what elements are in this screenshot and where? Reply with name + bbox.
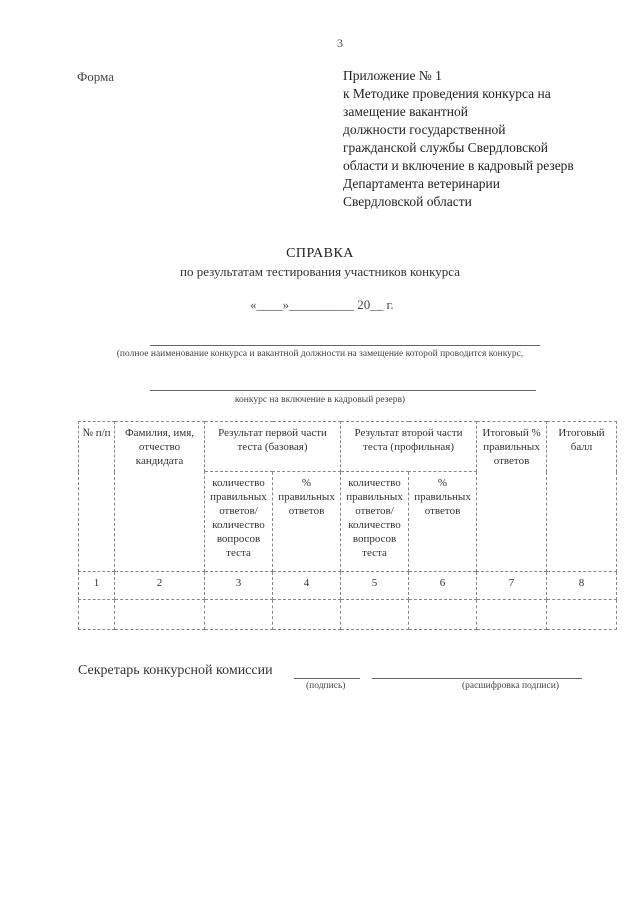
empty-cell [205, 600, 273, 630]
signature-line [294, 678, 360, 679]
header-num: № п/п [79, 422, 115, 572]
subheader-count-second: количество правильных ответов/ количество вопросов теста [341, 472, 409, 572]
appendix-line: замещение вакантной [343, 104, 468, 119]
appendix-line: Департамента ветеринарии [343, 176, 500, 191]
column-number: 7 [477, 572, 547, 600]
subheader-count-first: количество правильных ответов/ количество вопросов теста [205, 472, 273, 572]
appendix-line: области и включение в кадровый резерв [343, 158, 574, 173]
header-total-score: Итоговый балл [547, 422, 617, 572]
empty-cell [273, 600, 341, 630]
page-number: 3 [337, 36, 343, 50]
column-number: 3 [205, 572, 273, 600]
reserve-line [150, 390, 536, 391]
header-second-part: Результат второй части теста (профильная) [341, 422, 477, 472]
column-number: 6 [409, 572, 477, 600]
column-number: 5 [341, 572, 409, 600]
appendix-line: Свердловской области [343, 194, 472, 209]
empty-cell [409, 600, 477, 630]
document-title: СПРАВКА [286, 246, 354, 261]
secretary-label: Секретарь конкурсной комиссии [78, 663, 273, 678]
subheader-percent-first: % правильных ответов [273, 472, 341, 572]
subheader-percent-second: % правильных ответов [409, 472, 477, 572]
signature-caption: (подпись) [306, 681, 346, 691]
contest-name-line [150, 345, 540, 346]
header-name: Фамилия, имя, отчество кандидата [115, 422, 205, 572]
column-number: 8 [547, 572, 617, 600]
contest-caption: (полное наименование конкурса и вакантной должности на замещение которой проводится конкурс, [116, 349, 524, 359]
results-table [78, 421, 617, 630]
reserve-caption: конкурс на включение в кадровый резерв) [234, 395, 406, 405]
appendix-line: Приложение № 1 [343, 68, 442, 83]
appendix-line: к Методике проведения конкурса на [343, 86, 551, 101]
appendix-line: гражданской службы Свердловской [343, 140, 549, 155]
date-line: «____»__________ 20__ г. [250, 297, 394, 312]
appendix-block [343, 67, 633, 211]
header-total-percent: Итоговый % правильных ответов [477, 422, 547, 572]
document-subtitle: по результатам тестирования участников конкурса [180, 264, 460, 279]
form-label: Форма [77, 69, 114, 84]
header-first-part: Результат первой части теста (базовая) [205, 422, 341, 472]
empty-cell [477, 600, 547, 630]
decode-caption: (расшифровка подписи) [462, 681, 559, 691]
decode-line [372, 678, 582, 679]
empty-cell [79, 600, 115, 630]
column-number: 4 [273, 572, 341, 600]
column-number: 1 [79, 572, 115, 600]
column-number: 2 [115, 572, 205, 600]
empty-cell [341, 600, 409, 630]
empty-cell [115, 600, 205, 630]
appendix-line: должности государственной [343, 122, 506, 137]
empty-cell [547, 600, 617, 630]
